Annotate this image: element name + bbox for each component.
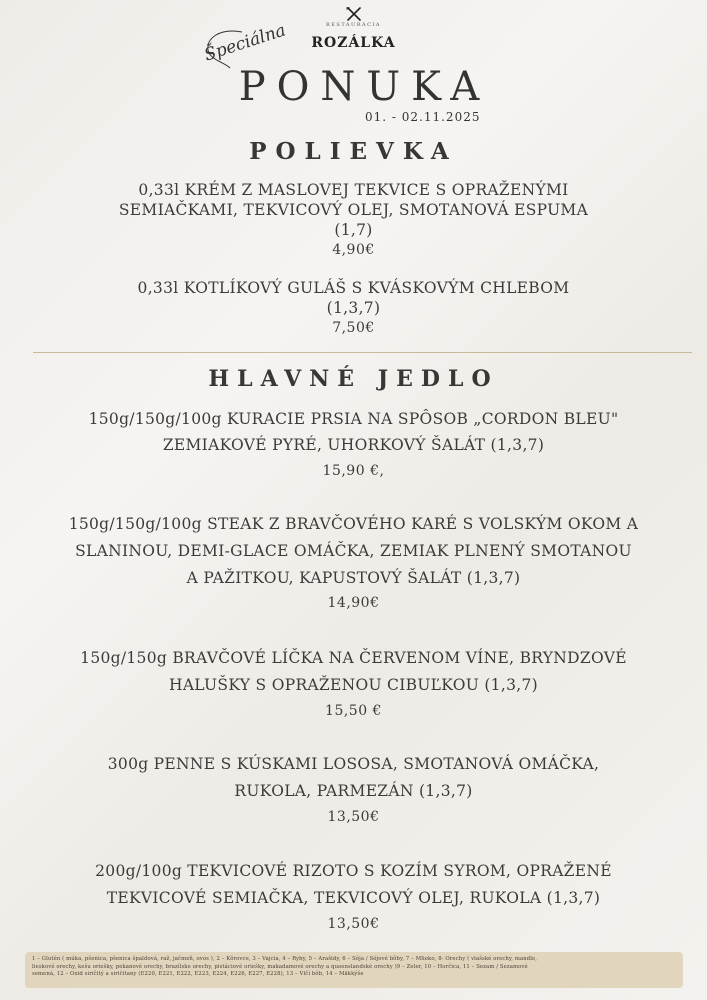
main-item xyxy=(0,645,707,699)
allergen-line: semená, 12 – Oxid siričitý a siričitany (E220, E221, E222, E223, E224, E226, E227, E228), 13 – Vlčí bôb, 14 – Mäkkýše xyxy=(32,971,364,978)
allergen-line: 1 – Glutén ( múka, pšenica, pšenica špaldová, raž, jačmeň, ovos ), 2 – Kôrovce, 3 – Vajcia, 4 – Ryby, 5 – Arašidy, 6 – Sója / Sójové bôby, 7 – Mlieko, 8- Orechy ( vlašské orechy, mandle, xyxy=(32,956,538,962)
main-item xyxy=(0,511,707,592)
soup-item xyxy=(0,180,707,240)
dish-line: ZEMIAKOVÉ PYRÉ, UHORKOVÝ ŠALÁT (1,3,7) xyxy=(162,436,545,454)
dish-line: A PAŽITKOU, KAPUSTOVÝ ŠALÁT (1,3,7) xyxy=(186,569,521,587)
soup-section-title: POLIEVKA xyxy=(249,138,458,165)
dish-line: TEKVICOVÉ SEMIAČKA, TEKVICOVÝ OLEJ, RUKOLA (1,3,7) xyxy=(106,889,601,907)
main-price: 13,50€ xyxy=(327,809,380,825)
restaurant-subtitle: RESTAURÁCIA xyxy=(325,22,381,28)
page-title: PONUKA xyxy=(238,64,491,110)
main-item xyxy=(0,858,707,912)
main-item xyxy=(0,406,707,458)
restaurant-name: ROZÁLKA xyxy=(311,35,396,51)
soup-item xyxy=(0,278,707,318)
main-section-title: HLAVNÉ JEDLO xyxy=(208,366,499,392)
main-price: 14,90€ xyxy=(327,595,380,611)
dish-line: HALUŠKY S OPRAŽENOU CIBUĽKOU (1,3,7) xyxy=(169,676,538,694)
dish-line: 150g/150g BRAVČOVÉ LÍČKA NA ČERVENOM VÍNE, BRYNDZOVÉ xyxy=(80,649,627,667)
main-item xyxy=(0,751,707,805)
dish-line: SLANINOU, DEMI-GLACE OMÁČKA, ZEMIAK PLNENÝ SMOTANOU xyxy=(75,542,632,560)
allergen-line: lieskové orechy, kešu oriešky, pekanové orechy, brazílske orechy, pistáciové oriešky, makadamové orechy a queenslandské orechy )9 – Zeler, 10 – Horčica, 11 – Sezam / Sezamové xyxy=(32,963,528,970)
main-price: 15,90 €, xyxy=(322,463,385,479)
main-price: 13,50€ xyxy=(327,916,380,932)
main-price: 15,50 € xyxy=(325,703,382,719)
allergen-legend xyxy=(25,952,683,988)
dish-line: 150g/150g/100g STEAK Z BRAVČOVÉHO KARÉ S VOLSKÝM OKOM A xyxy=(68,515,639,533)
dish-line: (1,7) xyxy=(334,221,373,239)
date-range: 01. - 02.11.2025 xyxy=(365,110,481,124)
special-script-word: Špeciálna xyxy=(201,20,289,66)
dish-line: 200g/100g TEKVICOVÉ RIZOTO S KOZÍM SYROM, OPRAŽENÉ xyxy=(95,862,612,880)
dish-line: 0,33l KRÉM Z MASLOVEJ TEKVICE S OPRAŽENÝMI xyxy=(138,181,569,199)
dish-line: 300g PENNE S KÚSKAMI LOSOSA, SMOTANOVÁ OMÁČKA, xyxy=(107,755,600,773)
dish-line: 150g/150g/100g KURACIE PRSIA NA SPÔSOB „CORDON BLEU" xyxy=(88,410,619,428)
dish-line: RUKOLA, PARMEZÁN (1,3,7) xyxy=(234,782,473,800)
dish-line: 0,33l KOTLÍKOVÝ GULÁŠ S KVÁSKOVÝM CHLEBOM xyxy=(137,279,570,297)
soup-price: 4,90€ xyxy=(332,242,375,258)
section-divider xyxy=(33,352,692,353)
soup-price: 7,50€ xyxy=(332,320,375,336)
fork-knife-icon xyxy=(344,6,364,22)
dish-line: SEMIAČKAMI, TEKVICOVÝ OLEJ, SMOTANOVÁ ESPUMA xyxy=(118,201,589,219)
dish-line: (1,3,7) xyxy=(326,299,381,317)
